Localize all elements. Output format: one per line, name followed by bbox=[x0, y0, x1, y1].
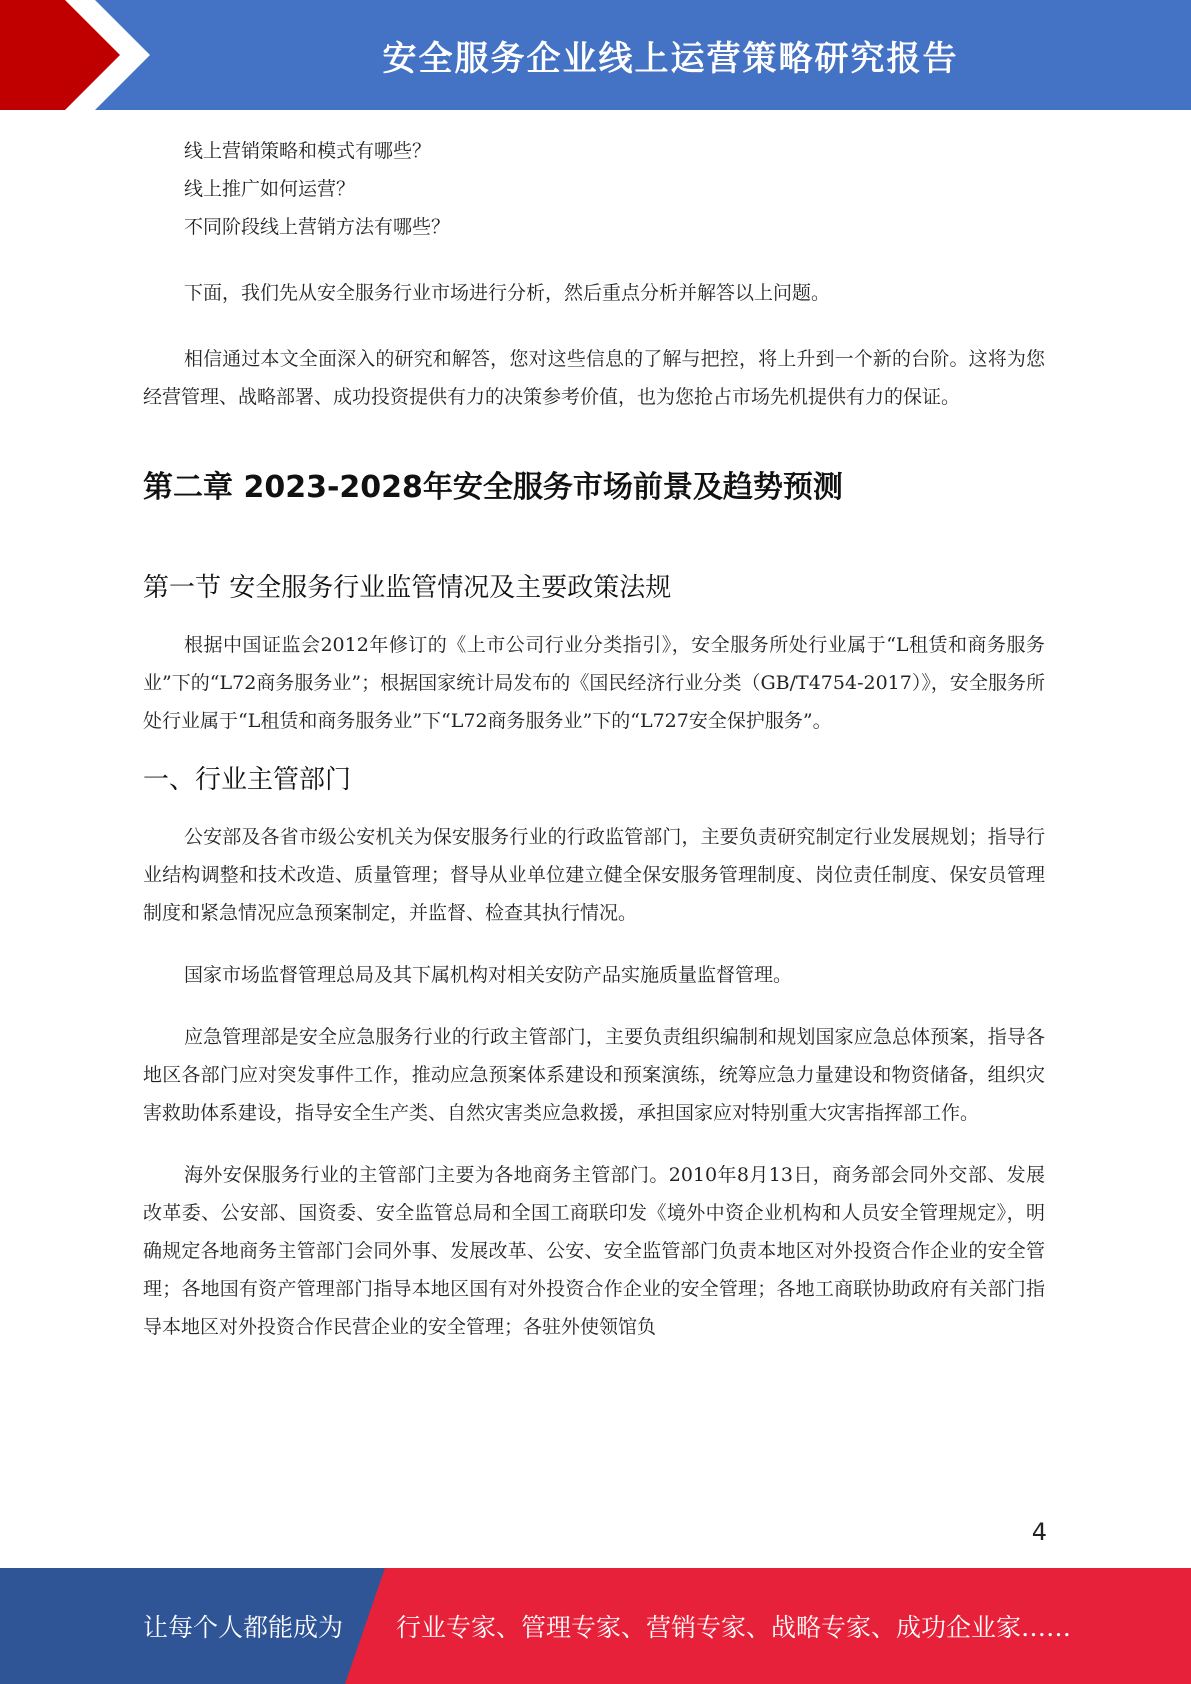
question-item: 线上营销策略和模式有哪些？ bbox=[184, 140, 432, 162]
report-title: 安全服务企业线上运营策略研究报告 bbox=[382, 38, 959, 79]
body-paragraph: 国家市场监督管理总局及其下属机构对相关安防产品实施质量监督管理。 bbox=[184, 964, 793, 986]
intro-paragraph: 相信通过本文全面深入的研究和解答，您对这些信息的了解与把控，将上升到一个新的台阶。这将为您经营管理、战略部署、成功投资提供有力的决策参考价值，也为您抢占市场先机提供有力的保证。 bbox=[143, 348, 1045, 408]
footer-slogan-right: 行业专家、管理专家、营销专家、战略专家、成功企业家…… bbox=[396, 1613, 1072, 1642]
page-content bbox=[143, 132, 1045, 1346]
question-item: 线上推广如何运营？ bbox=[184, 178, 356, 200]
chapter-heading: 第二章 2023-2028年安全服务市场前景及趋势预测 bbox=[143, 470, 843, 505]
page-number: 4 bbox=[1031, 1518, 1047, 1546]
section-paragraph: 根据中国证监会2012年修订的《上市公司行业分类指引》，安全服务所处行业属于“L租赁和商务服务业”下的“L72商务服务业”；根据国家统计局发布的《国民经济行业分类（GB/T4754-2017）》，安全服务所处行业属于“L租赁和商务服务业”下“L72商务服务业”下的“L727安全保护服务”。 bbox=[143, 634, 1045, 732]
body-paragraph: 应急管理部是安全应急服务行业的行政主管部门，主要负责组织编制和规划国家应急总体预案，指导各地区各部门应对突发事件工作，推动应急预案体系建设和预案演练，统筹应急力量建设和物资储备，组织灾害救助体系建设，指导安全生产类、自然灾害类应急救援，承担国家应对特别重大灾害指挥部工作。 bbox=[143, 1026, 1045, 1124]
section-heading: 第一节 安全服务行业监管情况及主要政策法规 bbox=[143, 573, 672, 603]
footer-banner bbox=[0, 1568, 1191, 1684]
body-paragraph: 公安部及各省市级公安机关为保安服务行业的行政监管部门，主要负责研究制定行业发展规划；指导行业结构调整和技术改造、质量管理；督导从业单位建立健全保安服务管理制度、岗位责任制度、保安员管理制度和紧急情况应急预案制定，并监督、检查其执行情况。 bbox=[143, 826, 1045, 924]
header-banner bbox=[0, 0, 1191, 110]
question-item: 不同阶段线上营销方法有哪些？ bbox=[184, 216, 451, 238]
subsection-heading: 一、行业主管部门 bbox=[143, 765, 352, 795]
footer-slogan-left: 让每个人都能成为 bbox=[143, 1613, 344, 1642]
body-paragraph: 海外安保服务行业的主管部门主要为各地商务主管部门。2010年8月13日，商务部会同外交部、发展改革委、公安部、国资委、安全监管总局和全国工商联印发《境外中资企业机构和人员安全管理规定》，明确规定各地商务主管部门会同外事、发展改革、公安、安全监管部门负责本地区对外投资合作企业的安全管理；各地国有资产管理部门指导本地区国有对外投资合作企业的安全管理；各地工商联协助政府有关部门指导本地区对外投资合作民营企业的安全管理；各驻外使领馆负 bbox=[143, 1164, 1045, 1338]
intro-paragraph: 下面，我们先从安全服务行业市场进行分析，然后重点分析并解答以上问题。 bbox=[184, 282, 831, 304]
